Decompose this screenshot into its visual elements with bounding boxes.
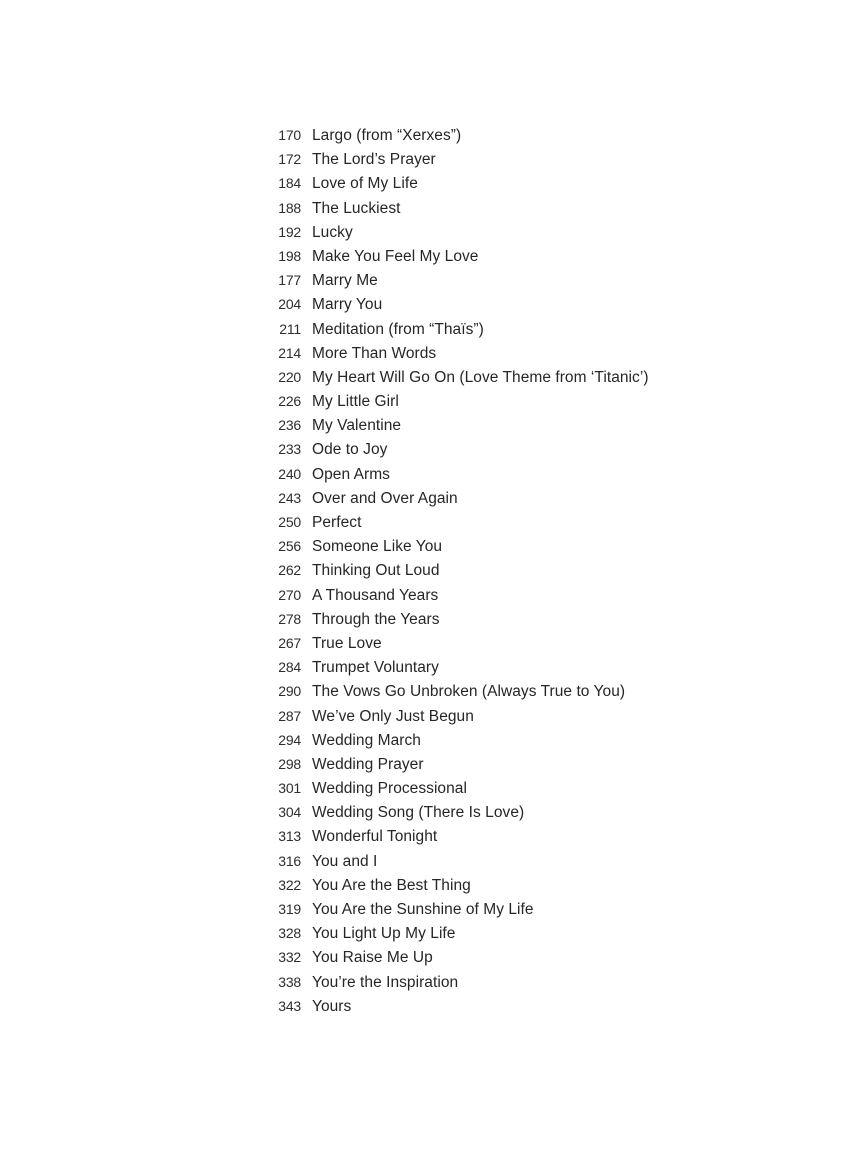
toc-entry (262, 752, 822, 776)
toc-song-title: The Vows Go Unbroken (Always True to You) (312, 683, 626, 701)
toc-page-number: 204 (278, 296, 301, 313)
toc-page-number: 304 (278, 804, 301, 821)
toc-page-number: 243 (278, 489, 301, 506)
toc-song-title: True Love (312, 634, 382, 652)
toc-song-title: Trumpet Voluntary (312, 659, 439, 677)
toc-entry (262, 849, 822, 873)
toc-page-number: 343 (278, 997, 301, 1014)
toc-song-title: Wedding Song (There Is Love) (312, 804, 525, 822)
toc-entry (262, 704, 822, 728)
toc-song-title: Marry Me (312, 272, 378, 290)
toc-song-title: Marry You (312, 296, 383, 314)
toc-page-number: 294 (278, 731, 301, 748)
toc-song-title: A Thousand Years (312, 586, 439, 604)
toc-song-title: Wedding Prayer (312, 755, 424, 773)
toc-entry (262, 655, 822, 679)
toc-page-number: 287 (278, 707, 301, 724)
toc-song-title: Thinking Out Loud (312, 562, 440, 580)
toc-song-title: Open Arms (312, 465, 390, 483)
toc-page-number: 316 (278, 852, 301, 869)
toc-page-number: 198 (278, 247, 301, 264)
toc-entry (262, 317, 822, 341)
toc-entry (262, 123, 822, 147)
toc-song-title: The Luckiest (312, 199, 401, 217)
toc-page-number: 290 (278, 683, 301, 700)
toc-entry (262, 268, 822, 292)
toc-entry (262, 679, 822, 703)
toc-song-title: Through the Years (312, 610, 440, 628)
toc-page-number: 298 (278, 755, 301, 772)
toc-song-title: Love of My Life (312, 175, 418, 193)
toc-entry (262, 389, 822, 413)
toc-entry (262, 292, 822, 316)
toc-page-number: 301 (278, 780, 301, 797)
toc-page-number: 328 (278, 925, 301, 942)
toc-entry (262, 728, 822, 752)
toc-entry (262, 510, 822, 534)
toc-entry (262, 824, 822, 848)
toc-entry (262, 534, 822, 558)
toc-page-number: 322 (278, 876, 301, 893)
toc-entry (262, 583, 822, 607)
toc-song-title: You’re the Inspiration (312, 973, 459, 991)
toc-page-number: 240 (278, 465, 301, 482)
toc-page-number: 278 (278, 610, 301, 627)
toc-entry (262, 897, 822, 921)
toc-entry (262, 873, 822, 897)
toc-entry (262, 800, 822, 824)
toc-entry (262, 945, 822, 969)
toc-entry (262, 365, 822, 389)
toc-page-number: 214 (278, 344, 301, 361)
toc-entry (262, 413, 822, 437)
toc-page-number: 313 (278, 828, 301, 845)
toc-page-number: 270 (278, 586, 301, 603)
toc-page-number: 332 (278, 949, 301, 966)
toc-page-number: 170 (278, 127, 301, 143)
toc-page-number: 236 (278, 417, 301, 434)
toc-song-title: My Valentine (312, 417, 402, 435)
toc-song-title: The Lord’s Prayer (312, 151, 436, 169)
toc-page-number: 188 (278, 199, 301, 216)
toc-song-title: Perfect (312, 514, 362, 531)
toc-entry (262, 776, 822, 800)
toc-page-number: 319 (278, 901, 301, 917)
toc-entry (262, 607, 822, 631)
toc-song-title: You and I (312, 852, 378, 870)
toc-entry (262, 196, 822, 220)
toc-entry (262, 171, 822, 195)
toc-song-title: My Little Girl (312, 393, 399, 411)
toc-song-title: More Than Words (312, 344, 437, 362)
toc-song-title: Make You Feel My Love (312, 247, 479, 265)
toc-entry (262, 220, 822, 244)
toc-song-title: Wedding Processional (312, 780, 467, 798)
toc-entry (262, 631, 822, 655)
toc-page-number: 177 (278, 272, 301, 289)
toc-song-title: Over and Over Again (312, 489, 458, 507)
toc-song-title: Ode to Joy (312, 441, 388, 459)
toc-song-title: Someone Like You (312, 538, 443, 556)
toc-entry (262, 486, 822, 510)
toc-page-number: 262 (278, 562, 301, 579)
toc-entry (262, 462, 822, 486)
toc-entry (262, 341, 822, 365)
toc-page-number: 233 (278, 441, 301, 458)
toc-page-number: 267 (278, 634, 301, 651)
toc-song-title: Largo (from “Xerxes”) (312, 127, 462, 144)
toc-song-title: We’ve Only Just Begun (312, 707, 474, 725)
toc-entry (262, 558, 822, 582)
toc-song-title: Wedding March (312, 731, 421, 749)
toc-page-number: 220 (278, 368, 301, 385)
toc-page-number: 284 (278, 659, 301, 676)
toc-entry (262, 994, 822, 1018)
toc-entry (262, 244, 822, 268)
toc-page-number: 192 (278, 223, 301, 240)
toc-song-title: You Are the Sunshine of My Life (312, 901, 534, 918)
toc-song-title: Yours (312, 997, 352, 1015)
toc-entry (262, 970, 822, 994)
toc-page-number: 211 (279, 320, 301, 337)
toc-page-number: 338 (278, 973, 301, 990)
toc-page-number: 250 (278, 514, 301, 530)
toc-entry (262, 921, 822, 945)
toc-song-title: Meditation (from “Thaïs”) (312, 320, 484, 338)
toc-page-number: 172 (278, 151, 301, 168)
toc-song-title: Lucky (312, 223, 353, 241)
toc-page-number: 226 (278, 393, 301, 410)
toc-song-title: You Raise Me Up (312, 949, 433, 967)
toc-entry (262, 147, 822, 171)
toc-song-title: You Light Up My Life (312, 925, 456, 943)
toc-page-number: 184 (278, 175, 301, 192)
table-of-contents (262, 123, 822, 1018)
toc-song-title: My Heart Will Go On (Love Theme from ‘Titanic’) (312, 368, 649, 386)
toc-song-title: You Are the Best Thing (312, 876, 471, 894)
toc-song-title: Wonderful Tonight (312, 828, 438, 846)
toc-page-number: 256 (278, 538, 301, 555)
toc-entry (262, 437, 822, 461)
